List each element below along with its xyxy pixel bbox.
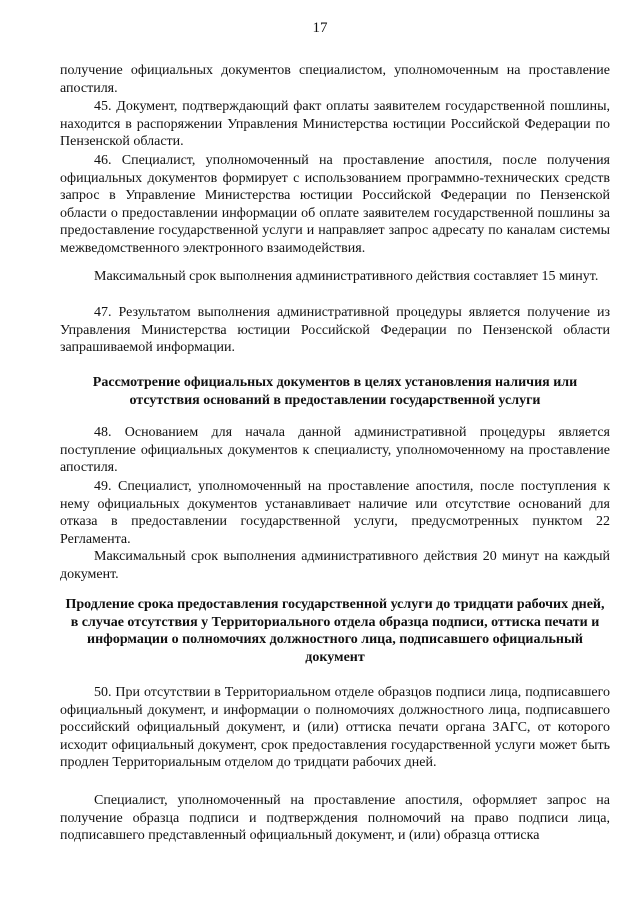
paragraph-continuation: получение официальных документов специалистом, уполномоченным на проставление апостиля. (60, 63, 610, 96)
paragraph-46: 46. Специалист, уполномоченный на проставление апостиля, после получения официальных документов формирует с использованием программно-технических средств запрос в Управление Министерства юстиции Российской Федерации по Пензенской области о предоставлении информации об оплате заявителем государственной пошлины за предоставление государственной услуги и направляет запрос адресату по каналам системы межведомственного электронного взаимодействия. (60, 153, 610, 256)
page-number: 17 (312, 20, 328, 36)
section-heading-extension: Продление срока предоставления государственной услуги до тридцати рабочих дней, в случае отсутствия у Территориального отдела образца подписи, оттиска печати и информации о полномочиях должностного лица, подписавшего официальный документ (65, 597, 605, 665)
section-heading-review: Рассмотрение официальных документов в целях установления наличия или отсутствия оснований в предоставлении государственной услуги (92, 375, 578, 408)
paragraph-45: 45. Документ, подтверждающий факт оплаты заявителем государственной пошлины, находится в распоряжении Управления Министерства юстиции Российской Федерации по Пензенской области. (60, 99, 610, 150)
paragraph-47: 47. Результатом выполнения административной процедуры является получение из Управления Министерства юстиции Российской Федерации по Пензенской области запрашиваемой информации. (60, 305, 610, 356)
paragraph-49: 49. Специалист, уполномоченный на проставление апостиля, после поступления к нему официальных документов устанавливает наличие или отсутствие оснований для отказа в предоставлении государственной услуги, предусмотренных пунктом 22 Регламента. (60, 479, 610, 547)
paragraph-max-time-15: Максимальный срок выполнения административного действия составляет 15 минут. (94, 269, 599, 284)
paragraph-request: Специалист, уполномоченный на проставление апостиля, оформляет запрос на получение образца подписи и подтверждения полномочий на право подписи лица, подписавшего представленный официальный документ, и (или) образца оттиска (60, 793, 610, 844)
paragraph-max-time-20: Максимальный срок выполнения административного действия 20 минут на каждый документ. (60, 549, 610, 582)
paragraph-50: 50. При отсутствии в Территориальном отделе образцов подписи лица, подписавшего официальный документ, и информации о полномочиях должностного лица, подписавшего российский официальный документ, и (или) оттиска печати органа ЗАГС, от которого исходит официальный документ, срок предоставления государственной услуги может быть продлен Территориальным отделом до тридцати рабочих дней. (60, 685, 610, 771)
paragraph-48: 48. Основанием для начала данной административной процедуры является поступление официальных документов к специалисту, уполномоченному на проставление апостиля. (60, 425, 610, 476)
